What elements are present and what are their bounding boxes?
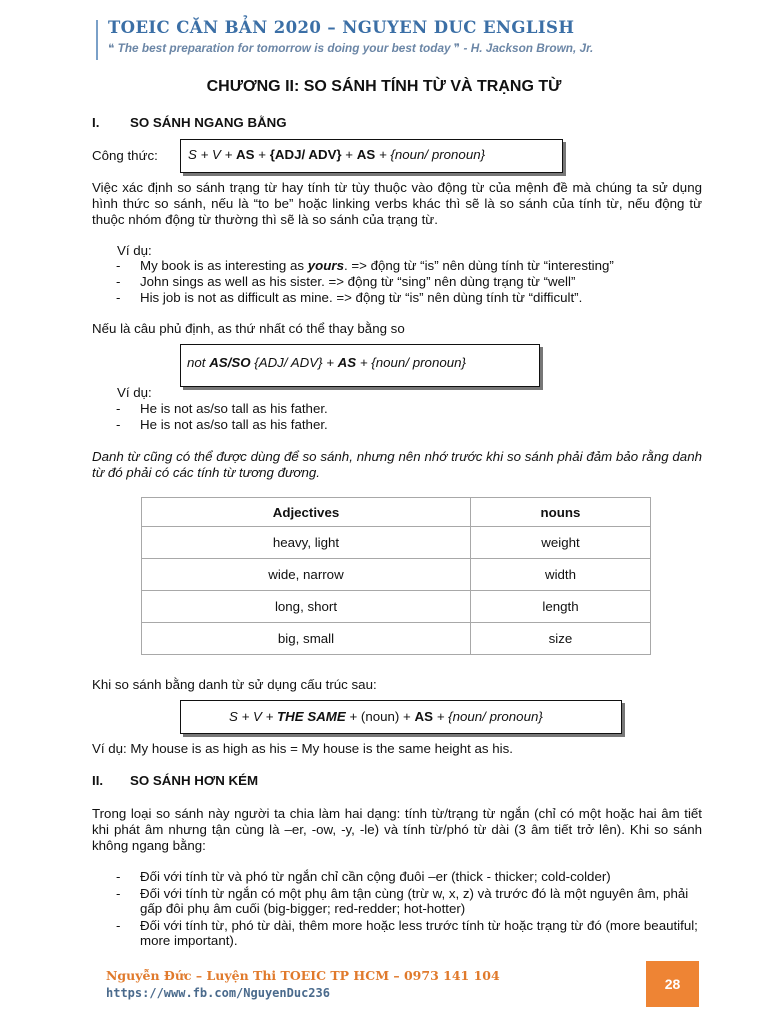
rules-list	[112, 869, 700, 950]
section2-intro: Trong loại so sánh này người ta chia làm hai dạng: tính từ/trạng từ ngắn (chỉ có một hoặc hai âm tiết khi phát âm nhưng tận cùng là –er, -ow, -y, -le) và tính từ/phó từ dài (3 âm tiết trở lên). Khi so sánh không ngang bằng:	[92, 806, 702, 853]
table-cell: big, small	[142, 623, 471, 655]
header-quote: ❝ The best preparation for tomorrow is doing your best today ❞ - H. Jackson Brown, Jr.	[108, 41, 594, 55]
footer-link[interactable]: https://www.fb.com/NguyenDuc236	[106, 986, 330, 1000]
table-cell: length	[470, 591, 650, 623]
formula-box	[180, 139, 563, 173]
chapter-title: CHƯƠNG II: SO SÁNH TÍNH TỪ VÀ TRẠNG TỪ	[206, 78, 562, 95]
list-item: - Đối với tính từ và phó từ ngắn chỉ cần cộng đuôi –er (thick - thicker; cold-colder)	[112, 869, 700, 885]
same-formula-box	[180, 700, 622, 734]
same-example: Ví dụ: My house is as high as his = My house is the same height as his.	[92, 741, 513, 756]
table-header-row	[142, 498, 651, 527]
formula-label: Công thức:	[92, 148, 158, 163]
adjective-noun-table	[141, 497, 651, 655]
section-heading-1	[92, 115, 287, 130]
table-header: Adjectives	[142, 498, 471, 527]
formula-part: not	[187, 355, 210, 370]
example-label-2: Ví dụ:	[117, 385, 152, 400]
formula-part: + (noun) +	[345, 709, 415, 724]
negative-note: Nếu là câu phủ định, as thứ nhất có thể thay bằng so	[92, 321, 405, 336]
example-text: My book is as interesting as	[140, 258, 308, 273]
formula-part: AS	[414, 709, 433, 724]
table-cell: weight	[470, 527, 650, 559]
list-item: - John sings as well as his sister. => động từ “sing” nên dùng trạng từ “well”	[112, 274, 614, 290]
table-row	[142, 527, 651, 559]
section-title: SO SÁNH HƠN KÉM	[130, 773, 259, 788]
footer-author: Nguyễn Đức – Luyện Thi TOEIC TP HCM – 0973 141 104	[106, 968, 500, 983]
formula-part: AS	[337, 355, 357, 370]
formula-part: +	[254, 147, 270, 162]
table-cell: width	[470, 559, 650, 591]
table-cell: size	[470, 623, 650, 655]
table-row	[142, 559, 651, 591]
example-emphasis: yours	[307, 258, 344, 273]
formula-part: +	[341, 147, 357, 162]
example-label: Ví dụ:	[117, 243, 152, 258]
section-number: I.	[92, 115, 100, 130]
header-title: TOEIC CĂN BẢN 2020 – NGUYEN DUC ENGLISH	[108, 18, 575, 37]
page-number-badge: 28	[646, 961, 699, 1007]
list-item: - His job is not as difficult as mine. => động từ “is” nên dùng tính từ “difficult”.	[112, 290, 614, 306]
list-item: - Đối với tính từ, phó từ dài, thêm more hoặc less trước tính từ hoặc trạng từ đó (more beautiful; more important).	[112, 918, 700, 949]
explanation-paragraph: Việc xác định so sánh trạng từ hay tính từ tùy thuộc vào động từ của mệnh đề mà chúng ta sử dụng hình thức so sánh, nếu là “to be” hoặc linking verbs khác thì sẽ là so sánh của tính từ, nếu động từ thuộc nhóm động từ thường thì sẽ là so sánh của trạng từ.	[92, 180, 702, 227]
header-divider	[96, 20, 98, 60]
table-cell: long, short	[142, 591, 471, 623]
table-cell: wide, narrow	[142, 559, 471, 591]
formula-part: AS/SO	[209, 355, 251, 370]
section-number: II.	[92, 773, 104, 788]
list-item	[112, 258, 614, 274]
noun-note: Danh từ cũng có thể được dùng để so sánh, nhưng nên nhớ trước khi so sánh phải đảm bảo rằng danh từ đó phải có các tính từ tương đương.	[92, 449, 702, 480]
table-row	[142, 591, 651, 623]
table-cell: heavy, light	[142, 527, 471, 559]
formula-part: + {noun/ pronoun}	[356, 355, 466, 370]
list-item: - He is not as/so tall as his father.	[112, 417, 328, 433]
section-heading-2	[92, 773, 258, 788]
list-item: - Đối với tính từ ngắn có một phụ âm tận cùng (trừ w, x, z) và trước đó là một nguyên âm, phải gấp đôi phụ âm cuối (big-bigger; red-redder; hot-hotter)	[112, 886, 700, 917]
formula-part: {ADJ/ ADV}	[269, 147, 342, 162]
formula-part: S + V +	[188, 147, 237, 162]
formula-part: {ADJ/ ADV} +	[250, 355, 338, 370]
formula-part: AS	[356, 147, 376, 162]
formula-part: + {noun/ pronoun}	[375, 147, 486, 162]
negative-formula-box	[180, 344, 540, 387]
formula-part: THE SAME	[277, 709, 346, 724]
table-header: nouns	[470, 498, 650, 527]
example-list	[112, 258, 614, 306]
table-row	[142, 623, 651, 655]
formula-part: + {noun/ pronoun}	[433, 709, 543, 724]
formula-part: AS	[236, 147, 255, 162]
section-title: SO SÁNH NGANG BẰNG	[130, 115, 287, 130]
negative-example-list	[112, 401, 328, 433]
example-text: . => động từ “is” nên dùng tính từ “interesting”	[343, 258, 614, 273]
list-item: - He is not as/so tall as his father.	[112, 401, 328, 417]
formula-part: S + V +	[229, 709, 278, 724]
page-header	[108, 18, 593, 55]
noun-structure-note: Khi so sánh bằng danh từ sử dụng cấu trúc sau:	[92, 677, 377, 692]
